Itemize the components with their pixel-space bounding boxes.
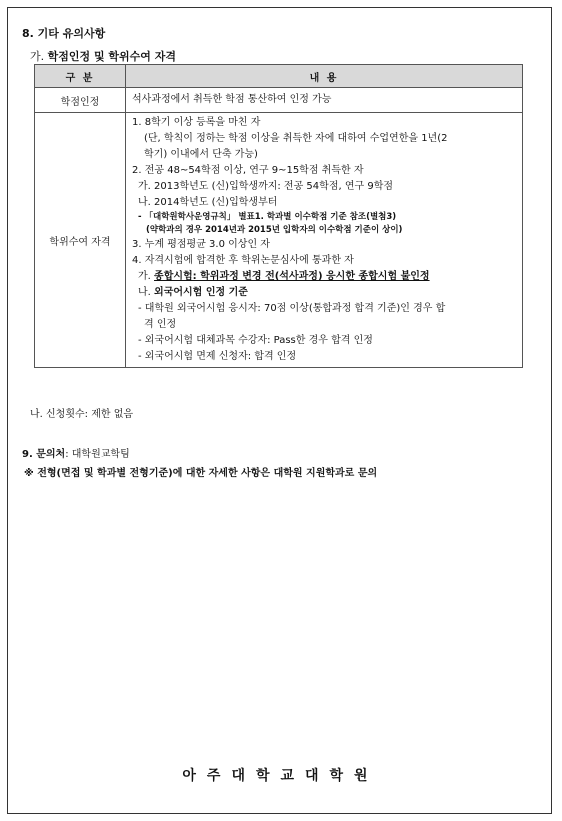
institution-footer: 아주대학교대학원 [182,768,379,784]
degree-line-4: 2. 전공 48~54학점 이상, 연구 9~15학점 취득한 자 [132,165,364,176]
row-credit-key: 학점인정 [35,88,126,113]
admission-note: ※ 전형(면접 및 학과별 전형기준)에 대한 자세한 사항은 대학원 지원학과로 문의 [24,468,378,479]
degree-line-1: 1. 8학기 이상 등록을 마친 자 [132,117,261,128]
header-content: 내 용 [126,65,523,88]
document-page [7,7,552,814]
degree-line-5: 가. 2013학년도 (신)입학생까지: 전공 54학점, 연구 9학점 [138,181,394,192]
section-9 [22,445,130,460]
degree-line-3: 학기) 이내에서 단축 가능) [144,149,258,160]
degree-line-11-text: 종합시험: 학위과정 변경 전(석사과정) 응시한 종합시험 불인정 [154,271,430,282]
header-category: 구 분 [35,65,126,88]
table-row-degree [35,113,523,368]
section-9-value: : 대학원교학팀 [65,449,130,460]
degree-line-7: - 「대학원학사운영규칙」 별표1. 학과별 이수학점 기준 참조(별첨3) [138,212,397,222]
subsection-ga-prefix: 가. [30,50,48,63]
degree-line-9: 3. 누계 평점평균 3.0 이상인 자 [132,239,270,250]
degree-line-12 [132,285,514,301]
subsection-ga-title: 학점인정 및 학위수여 자격 [47,50,176,63]
table-header-row [35,65,523,88]
section-9-title: 9. 문의처 [22,449,66,460]
subsection-na: 나. 신청횟수: 제한 없음 [30,409,134,420]
degree-line-15: - 외국어시험 대체과목 수강자: Pass한 경우 합격 인정 [138,335,373,346]
requirements-table [34,64,523,368]
degree-line-8: (약학과의 경우 2014년과 2015년 입학자의 이수학점 기준이 상이) [146,225,403,235]
degree-line-16: - 외국어시험 면제 신청자: 합격 인정 [138,351,297,362]
degree-line-10: 4. 자격시험에 합격한 후 학위논문심사에 통과한 자 [132,255,354,266]
row-credit-value: 석사과정에서 취득한 학점 통산하여 인정 가능 [126,88,523,113]
row-degree-key: 학위수여 자격 [35,113,126,368]
section-8-title: 8. 기타 유의사항 [22,27,106,40]
degree-line-11 [132,269,514,285]
degree-line-12-prefix: 나. [138,287,155,298]
degree-line-11-prefix: 가. [138,271,155,282]
degree-line-13: - 대학원 외국어시험 응시자: 70점 이상(통합과정 합격 기준)인 경우 합 [138,303,446,314]
degree-line-14: 격 인정 [144,319,177,330]
degree-line-2: (단, 학칙이 정하는 학점 이상을 취득한 자에 대하여 수업연한을 1년(2 [144,133,448,144]
table-row-credit [35,88,523,113]
degree-line-12-text: 외국어시험 인정 기준 [154,287,248,298]
row-degree-value [126,113,523,368]
degree-line-6: 나. 2014학년도 (신)입학생부터 [138,197,278,208]
subsection-ga [30,48,176,64]
